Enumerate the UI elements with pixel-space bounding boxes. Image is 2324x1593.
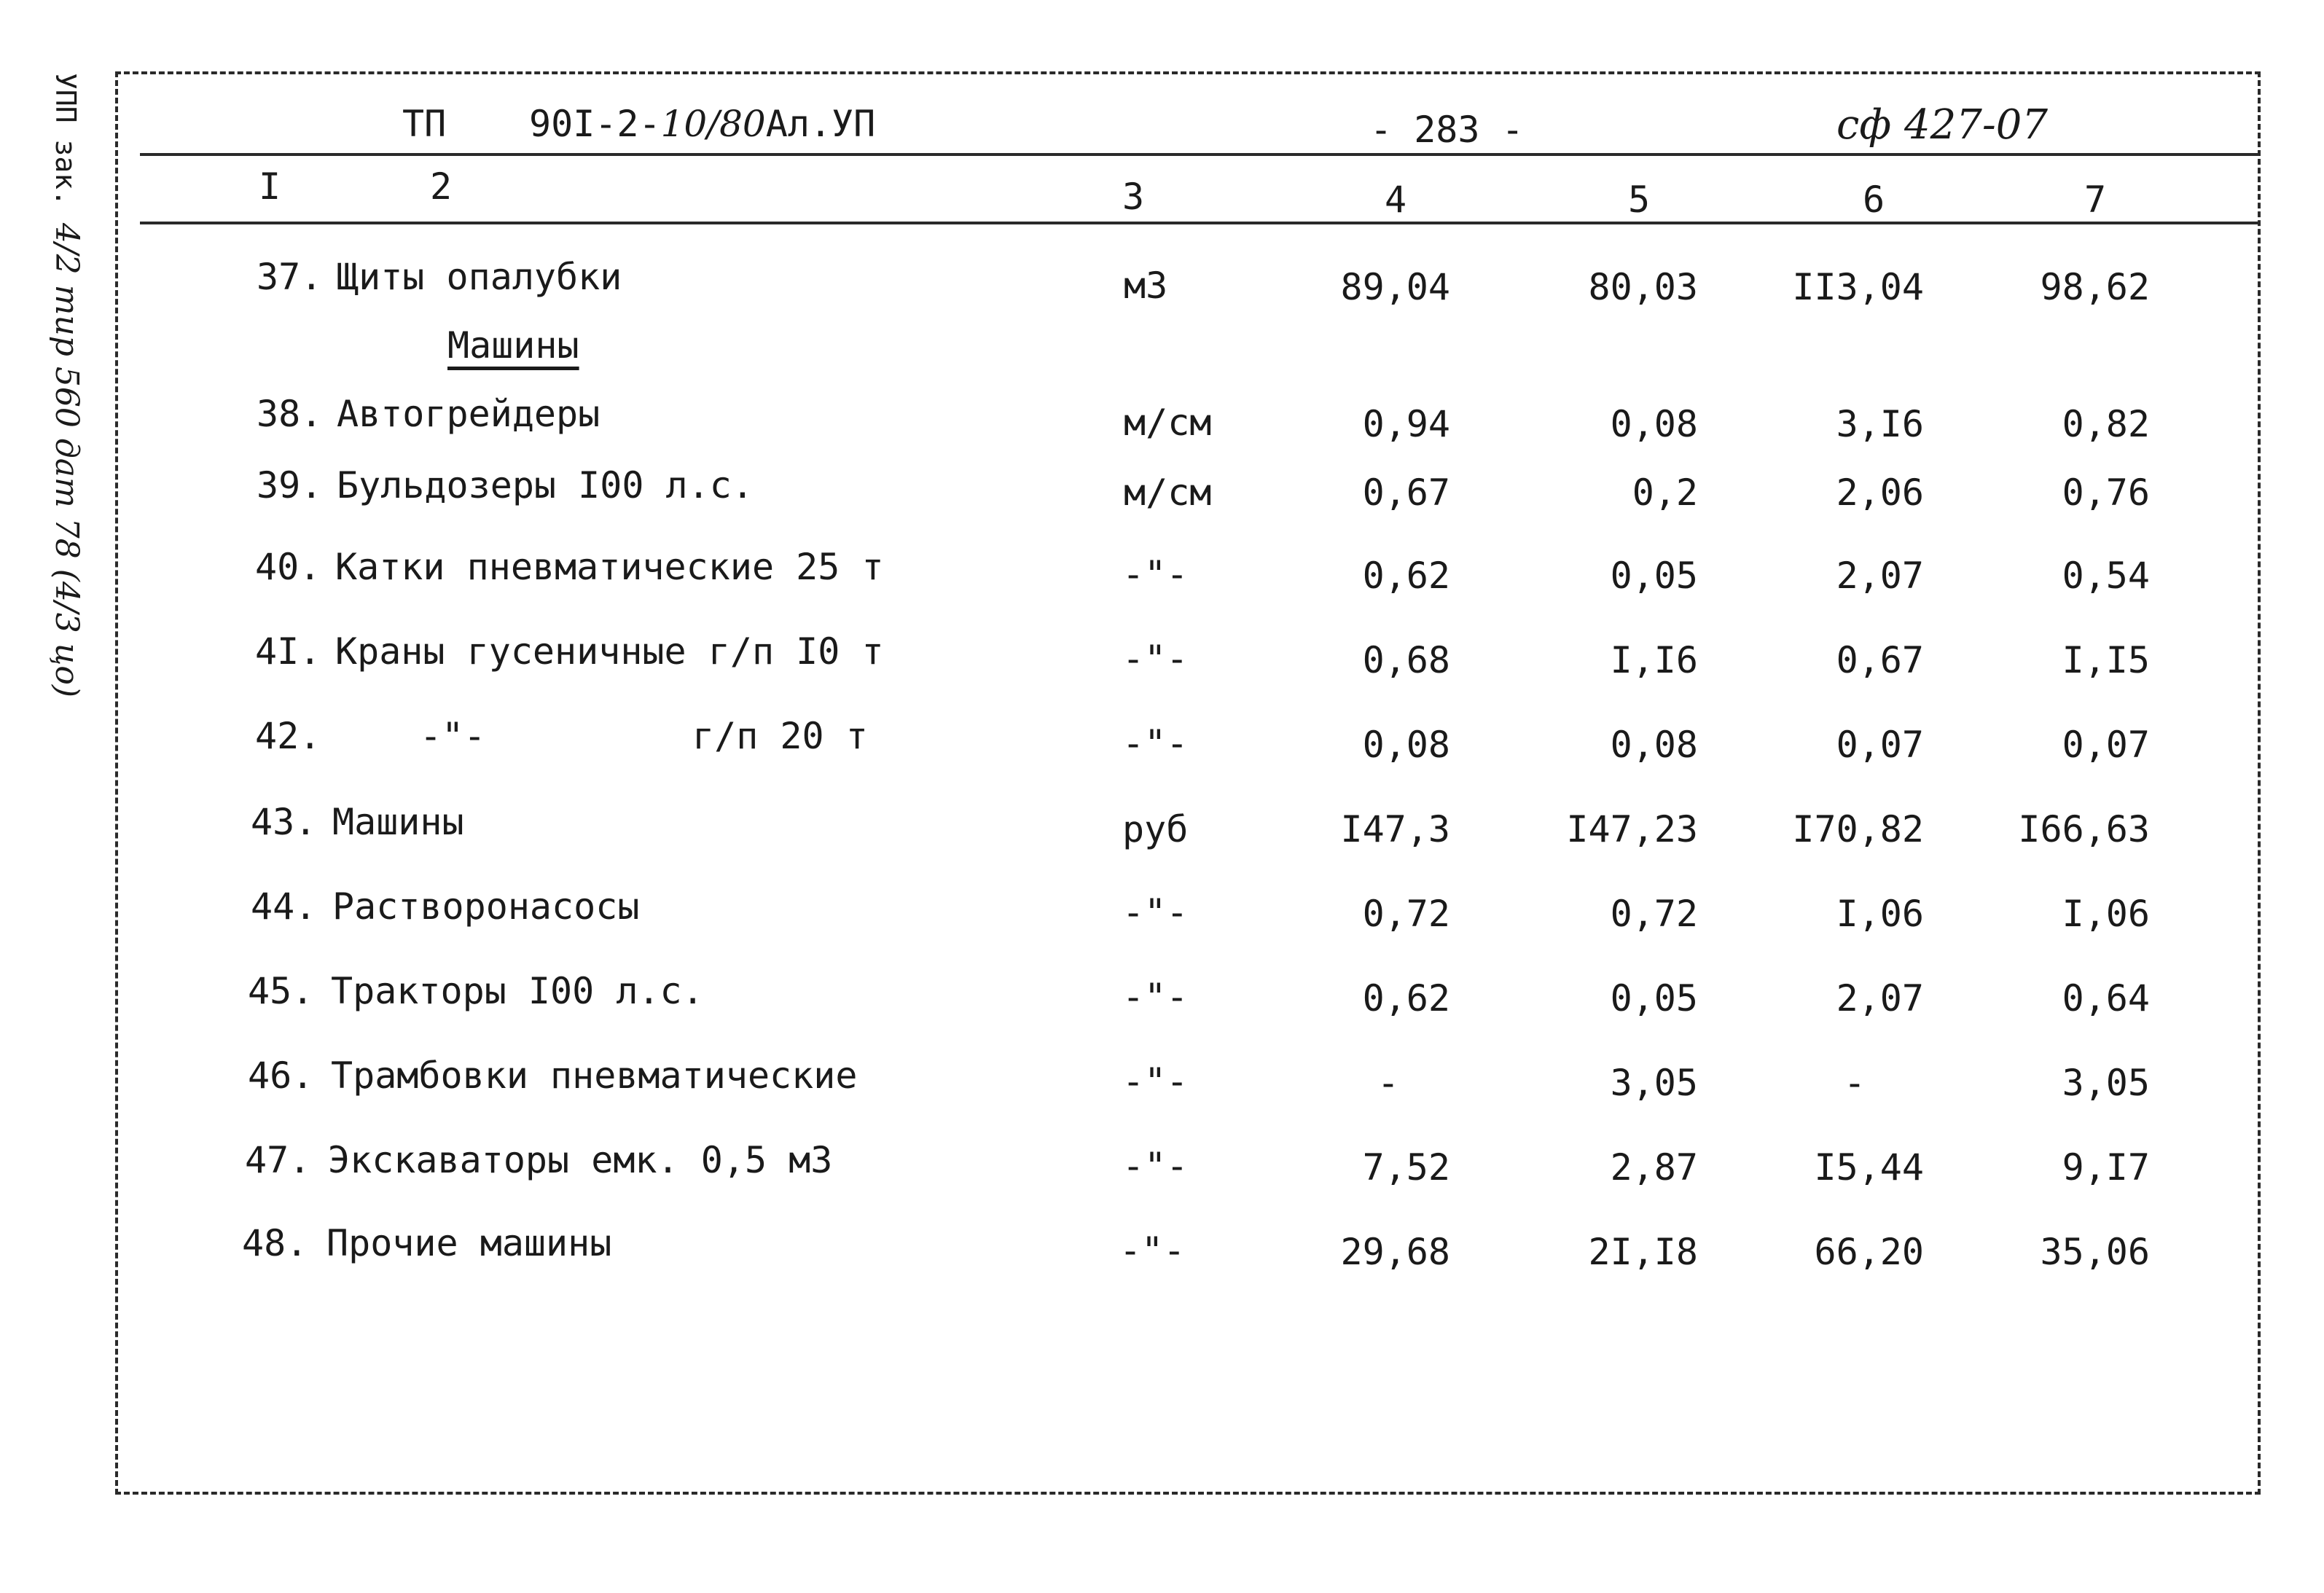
cell-col4: 29,68 (1340, 1231, 1450, 1273)
cell-col7: I66,63 (2018, 808, 2150, 850)
cell-col7: I,06 (2062, 893, 2150, 935)
row-number: 47. (245, 1139, 311, 1181)
column-header-divider (140, 222, 2258, 224)
cell-col7: 9,I7 (2062, 1146, 2150, 1189)
cell-col5: 3,05 (1610, 1062, 1698, 1104)
row-unit: м3 (1124, 265, 1168, 307)
row-name: Автогрейдеры (337, 393, 600, 435)
cell-col6: 0,67 (1836, 639, 1924, 681)
header-divider (140, 153, 2258, 156)
row-name: Растворонасосы (332, 885, 640, 928)
row-unit: -"- (1122, 553, 1189, 595)
cell-col4: 89,04 (1340, 266, 1450, 308)
doc-code: 90I-2-10/80Ал.УП (529, 103, 876, 145)
cell-col5: 2I,I8 (1588, 1231, 1698, 1273)
cell-col4: 0,72 (1362, 893, 1450, 935)
row-number: 37. (257, 256, 323, 298)
column-header-4: 4 (1385, 179, 1407, 221)
cell-col6: I5,44 (1814, 1146, 1924, 1189)
row-name: Тракторы I00 л.с. (331, 970, 704, 1012)
row-number: 44. (251, 885, 317, 928)
row-unit: -"- (1122, 1060, 1189, 1103)
column-header-1: I (259, 165, 281, 208)
column-header-6: 6 (1863, 179, 1885, 221)
cell-col7: 3,05 (2062, 1062, 2150, 1104)
cell-col6: 2,07 (1836, 555, 1924, 597)
cell-col4: I47,3 (1340, 808, 1450, 850)
cell-col4: 0,62 (1362, 977, 1450, 1019)
row-name: Катки пневматические 25 т (335, 546, 884, 588)
side-stamp-printed: УПП зак. (50, 73, 82, 207)
row-number: 38. (257, 393, 323, 435)
column-header-5: 5 (1628, 179, 1651, 221)
row-name: Трамбовки пневматические (331, 1054, 858, 1097)
cell-col5: 0,05 (1610, 977, 1698, 1019)
cell-col6: I,06 (1836, 893, 1924, 935)
row-name: Краны гусеничные г/п I0 т (335, 630, 884, 673)
doc-prefix: ТП (402, 103, 447, 145)
column-header-2: 2 (430, 165, 453, 208)
row-number: 39. (257, 464, 323, 506)
cell-col6: I70,82 (1792, 808, 1924, 850)
cell-col7: 0,64 (2062, 977, 2150, 1019)
column-header-3: 3 (1122, 176, 1145, 218)
side-stamp-handwritten: 4/2 тир 560 дат 78 (4/3 цо) (48, 222, 85, 698)
row-name: Машины (332, 801, 464, 843)
row-unit: руб (1122, 808, 1189, 850)
row-unit: м/см (1124, 471, 1212, 514)
row-unit: -"- (1122, 891, 1189, 934)
row-name: Экскаваторы емк. 0,5 м3 (328, 1139, 833, 1181)
row-unit: -"- (1119, 1229, 1186, 1272)
row-number: 4I. (255, 630, 321, 673)
cell-col4: 0,68 (1362, 639, 1450, 681)
cell-col6: 2,07 (1836, 977, 1924, 1019)
page-number: - 283 - (1370, 109, 1524, 151)
section-heading: Машины (447, 324, 579, 367)
column-header-7: 7 (2084, 179, 2107, 221)
cell-col5: 0,08 (1610, 724, 1698, 766)
cell-col4: 0,62 (1362, 555, 1450, 597)
row-number: 46. (248, 1054, 314, 1097)
cell-col6: 3,I6 (1836, 403, 1924, 445)
row-name: Щиты опалубки (337, 256, 622, 298)
cell-col6: - (1843, 1062, 1866, 1104)
cell-col6: 0,07 (1836, 724, 1924, 766)
cell-col7: 35,06 (2040, 1231, 2150, 1273)
row-name: Бульдозеры I00 л.с. (337, 464, 754, 506)
row-name: Прочие машины (326, 1222, 612, 1264)
cell-col5: 80,03 (1588, 266, 1698, 308)
row-number: 45. (248, 970, 314, 1012)
cell-col7: 0,54 (2062, 555, 2150, 597)
cell-col7: I,I5 (2062, 639, 2150, 681)
row-name-ditto: -"- (420, 715, 486, 757)
cell-col4: - (1377, 1062, 1399, 1104)
row-unit: -"- (1122, 976, 1189, 1018)
cell-col6: 2,06 (1836, 471, 1924, 514)
cell-col6: 66,20 (1814, 1231, 1924, 1273)
cell-col7: 0,82 (2062, 403, 2150, 445)
cell-col5: 0,08 (1610, 403, 1698, 445)
row-unit: -"- (1122, 722, 1189, 764)
row-name-suffix: г/п 20 т (692, 715, 868, 757)
cell-col5: I47,23 (1566, 808, 1698, 850)
cell-col4: 0,94 (1362, 403, 1450, 445)
cell-col4: 0,08 (1362, 724, 1450, 766)
handwritten-stamp: сф 427-07 (1836, 101, 2049, 149)
cell-col5: 0,2 (1632, 471, 1698, 514)
row-unit: м/см (1124, 402, 1212, 444)
row-number: 40. (255, 546, 321, 588)
row-number: 42. (255, 715, 321, 757)
row-number: 48. (242, 1222, 308, 1264)
cell-col5: 0,05 (1610, 555, 1698, 597)
cell-col5: 2,87 (1610, 1146, 1698, 1189)
row-unit: -"- (1122, 638, 1189, 680)
side-stamp (44, 73, 88, 697)
row-number: 43. (251, 801, 317, 843)
row-unit: -"- (1122, 1145, 1189, 1187)
cell-col5: I,I6 (1610, 639, 1698, 681)
cell-col4: 7,52 (1362, 1146, 1450, 1189)
cell-col5: 0,72 (1610, 893, 1698, 935)
cell-col7: 0,76 (2062, 471, 2150, 514)
cell-col7: 98,62 (2040, 266, 2150, 308)
cell-col7: 0,07 (2062, 724, 2150, 766)
cell-col4: 0,67 (1362, 471, 1450, 514)
cell-col6: II3,04 (1792, 266, 1924, 308)
